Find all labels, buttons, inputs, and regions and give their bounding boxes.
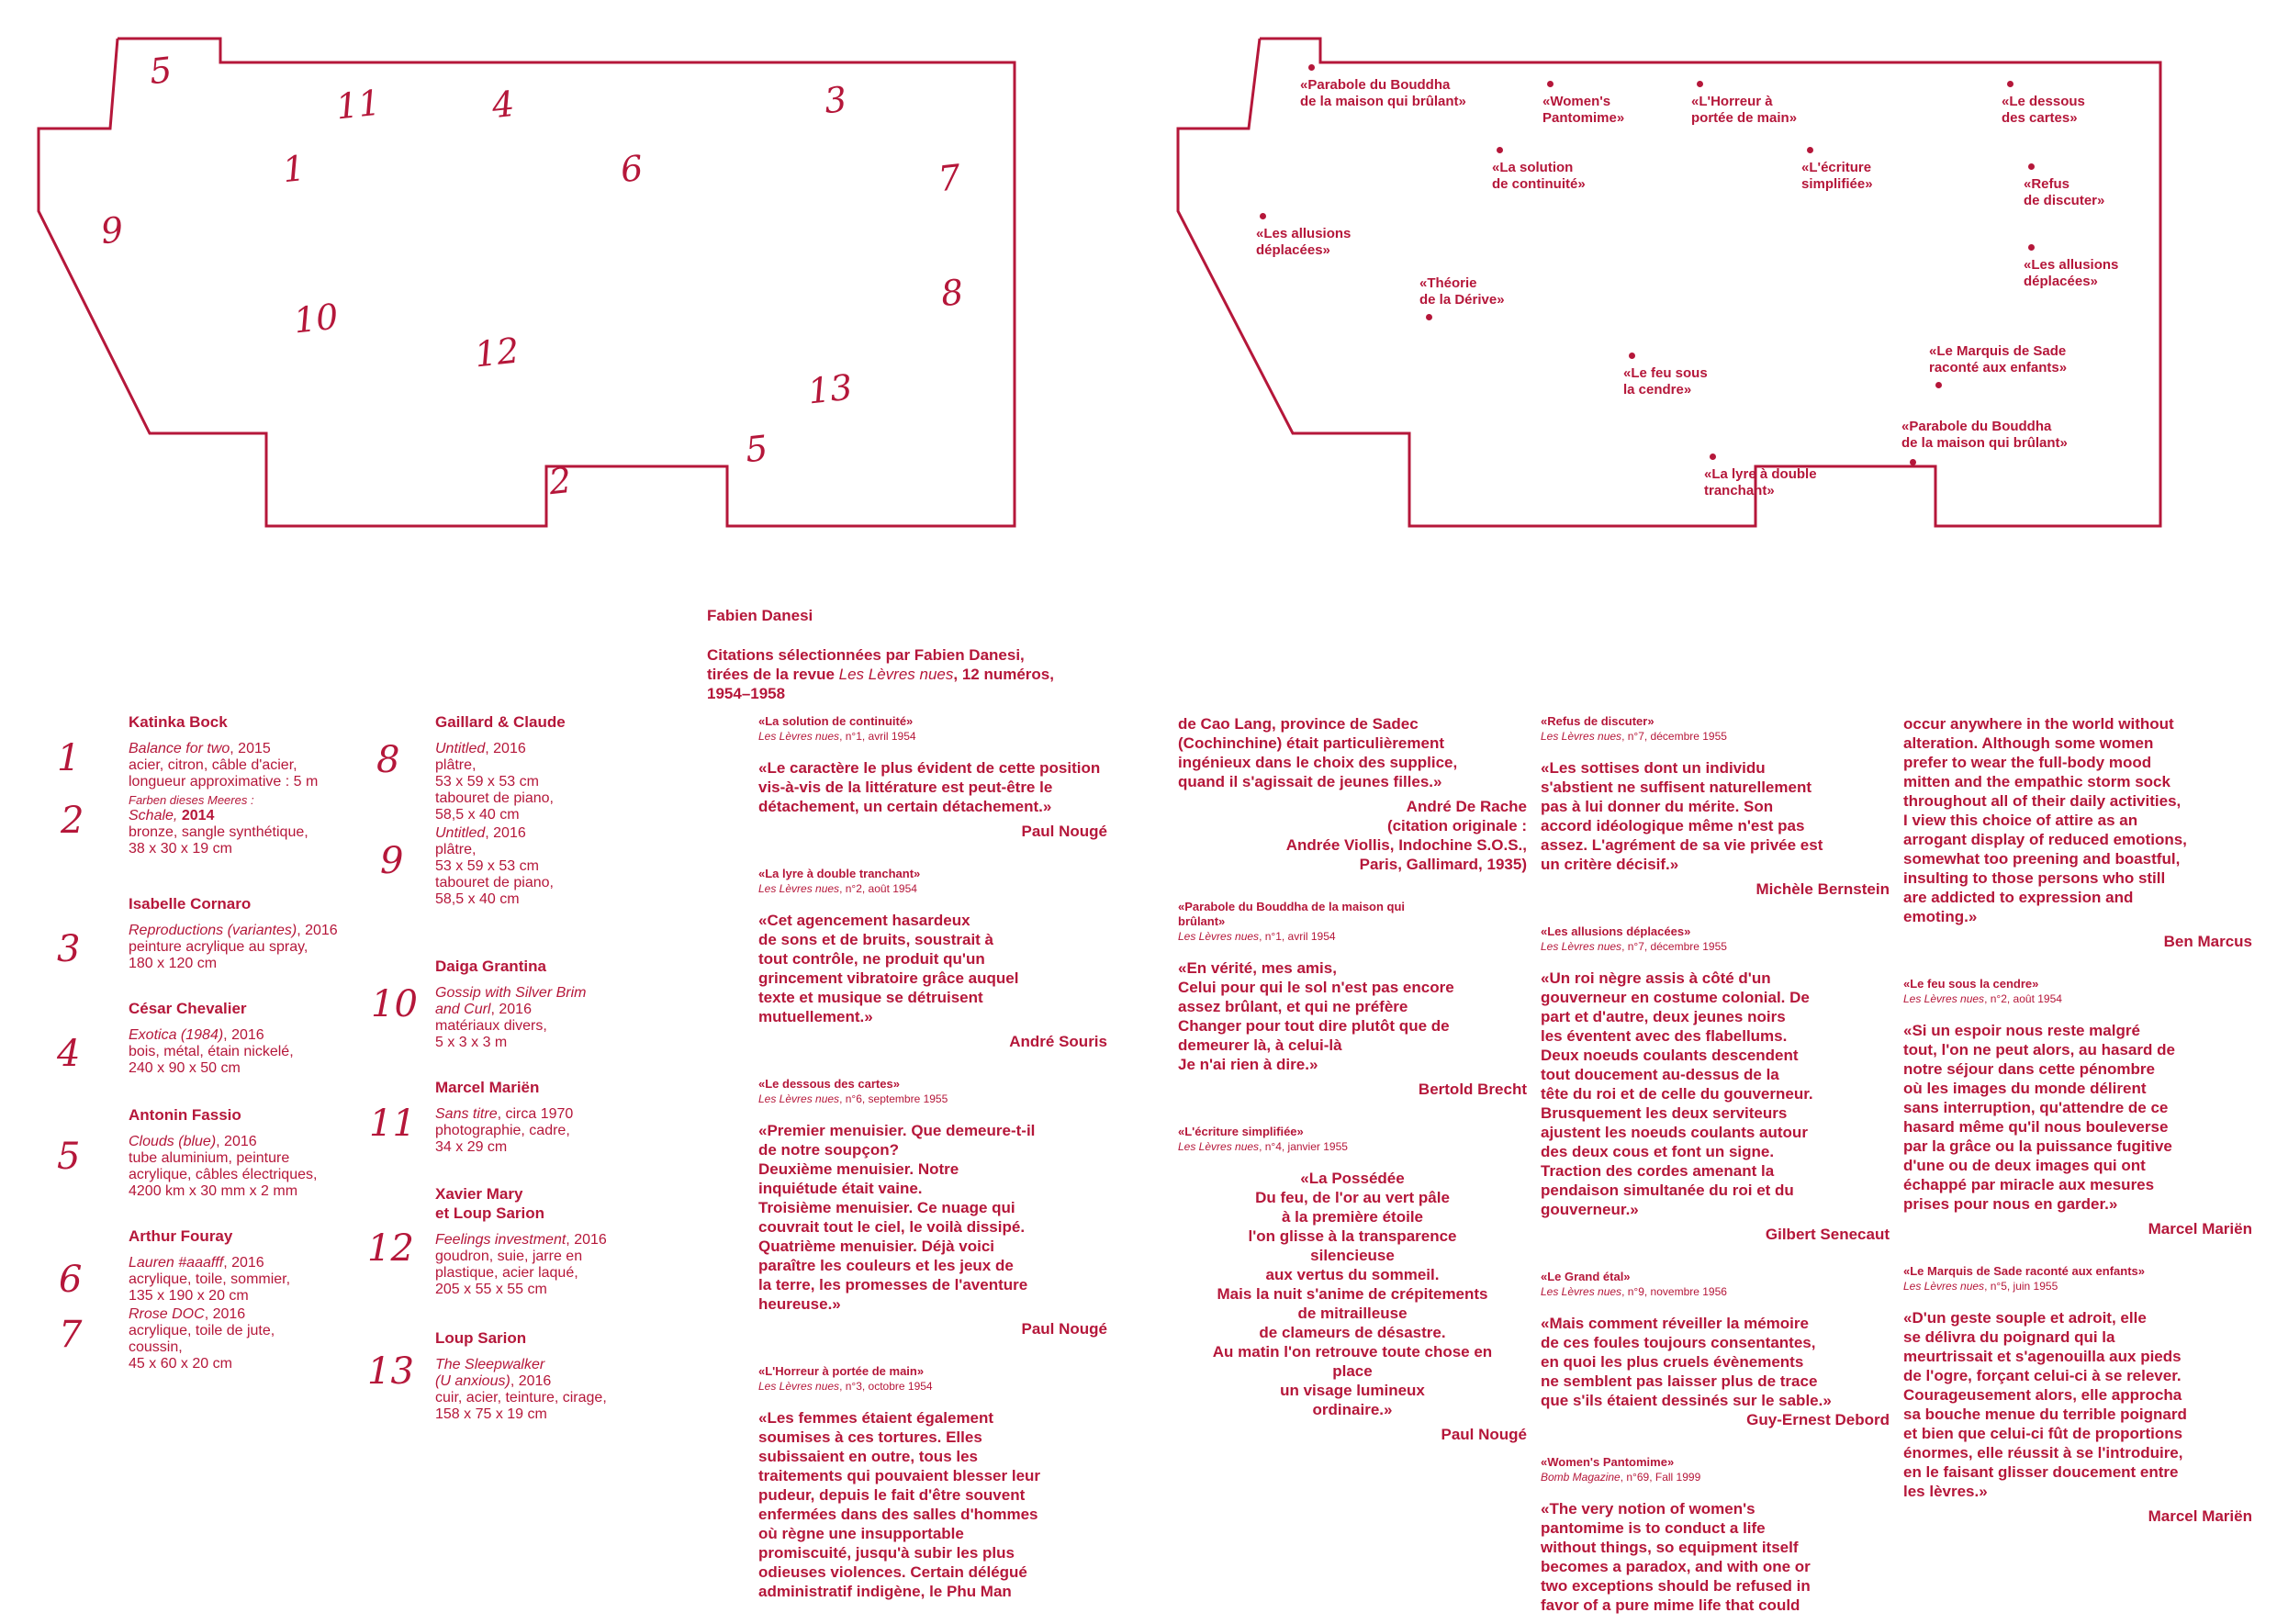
artwork-title	[129, 1134, 404, 1150]
artwork-detail: acrylique, câbles électriques,	[129, 1167, 318, 1182]
plan-number: 3	[822, 78, 849, 122]
artwork-number: 9	[380, 840, 404, 882]
artwork-detail: 135 x 190 x 20 cm	[129, 1288, 249, 1304]
artwork-title	[435, 985, 711, 1018]
artwork-detail: acrylique, toile, sommier,	[129, 1271, 291, 1287]
artwork-detail: 4200 km x 30 mm x 2 mm	[129, 1183, 298, 1199]
artwork	[129, 1306, 404, 1372]
artwork-title-text: Gossip with Silver Brim and Curl	[435, 985, 587, 1017]
artwork-detail: acrylique, toile de jute,	[129, 1323, 275, 1338]
quote-column	[1541, 714, 1890, 1624]
artwork-year: , 2016	[485, 825, 526, 841]
quote-block	[1178, 1125, 1527, 1444]
quote-title: «Women's Pantomime»	[1541, 1455, 1675, 1469]
artwork	[435, 985, 711, 1051]
quote-block	[758, 867, 1107, 1051]
artwork-detail: bronze, sangle synthétique,	[129, 824, 308, 840]
artwork-number: 10	[371, 983, 418, 1025]
artwork	[129, 1255, 404, 1305]
quote-text: «Cet agencement hasardeux de sons et de bruits, soustrait à tout contrôle, ne produit qu'un grincement vibratoire grâce auquel texte et musique se détruisent mutuellement.»	[758, 912, 1019, 1025]
quote-source-detail: , n°2, août 1954	[1984, 992, 2062, 1005]
header-line-1: Citations sélectionnées par Fabien Danesi,	[707, 646, 1025, 664]
quote-text: «En vérité, mes amis, Celui pour qui le sol n'est pas encore assez brûlant, et qui ne préfère Changer pour tout dire plutôt que de demeurer là, à celui-là Je n'ai rien à dire.»	[1178, 959, 1454, 1073]
quote-source: Les Lèvres nues, n°2, août 1954	[1903, 992, 2062, 1005]
artwork-detail: plastique, acier laqué,	[435, 1265, 578, 1281]
quote-source-detail: , n°2, août 1954	[839, 882, 917, 895]
artwork-detail: tabouret de piano,	[435, 875, 554, 890]
artwork-year: , 2016	[490, 1002, 532, 1017]
plan-number: 11	[333, 82, 383, 128]
artist-entry	[435, 1078, 711, 1158]
artwork-number: 2	[61, 800, 84, 842]
quote-title: «Le Grand étal»	[1541, 1270, 1631, 1283]
artwork-detail: tabouret de piano,	[435, 790, 554, 806]
plan-number: 2	[546, 459, 574, 503]
quote-block	[1903, 714, 2252, 951]
artist-entry	[129, 999, 404, 1079]
artwork-title	[129, 741, 404, 757]
plan-label: «Le dessous des cartes»	[2002, 94, 2085, 126]
quote-text: «Si un espoir nous reste malgré tout, l'on ne peut alors, au hasard de notre séjour dans cette pénombre où les images du monde délirent sans interruption, qu'attendre de ce hasard même qu'il nous bouleverse par la grâce ou la puissance fugitive d'une ou de deux images qui ont échappé par miracle aux mesures prises pour nous en garder.»	[1903, 1022, 2175, 1213]
artist-name: Loup Sarion	[435, 1329, 527, 1347]
quote-text: «D'un geste souple et adroit, elle se délivra du poignard qui la meurtrissait et s'agenouilla aux pieds de l'ogre, forçant celui-ci à se relever. Courageusement alors, elle approcha sa bouche menue du terrible poignard et bien que celui-ci fût de proportions énormes, elle réussit à se l'introduire, en le faisant glisser doucement entre les lèvres.»	[1903, 1309, 2187, 1500]
artwork-number: 8	[376, 739, 400, 781]
plan-dot	[1807, 147, 1813, 153]
quote-title: «L'Horreur à portée de main»	[758, 1364, 925, 1378]
artwork-subtitle: Farben dieses Meeres :	[129, 793, 254, 807]
artwork-year: , 2016	[223, 1027, 264, 1043]
quote-author: André De Rache (citation originale : Andrée Viollis, Indochine S.O.S., Paris, Gallimard, 1935)	[1285, 798, 1527, 873]
quote-source-detail: , n°5, juin 1955	[1984, 1280, 2058, 1293]
plan-dot	[2028, 244, 2035, 251]
artwork	[435, 1357, 711, 1423]
header-line-2: tirées de la revue Les Lèvres nues, 12 numéros,	[707, 666, 1054, 683]
quote-title: «Refus de discuter»	[1541, 714, 1654, 728]
quote-title: «La lyre à double tranchant»	[758, 867, 921, 880]
plan-label: «L'Horreur à portée de main»	[1691, 94, 1798, 126]
artwork-detail: peinture acrylique au spray,	[129, 939, 308, 955]
plan-label: «Les allusions déplacées»	[2024, 257, 2119, 289]
quote-block	[1178, 900, 1527, 1099]
quote-text: «Les sottises dont un individu s'abstient ne suffisent naturellement pas à lui donner du mérite. Son accord idéologique même n'est pas assez. L'agrément de sa vie privée est un critère décisif.»	[1541, 759, 1823, 873]
quote-source: Les Lèvres nues, n°1, avril 1954	[758, 730, 916, 743]
quote-column	[1178, 714, 1527, 1470]
artwork-year: , 2016	[297, 923, 338, 938]
artwork-title-text: Reproductions (variantes)	[129, 923, 297, 938]
artwork-number: 12	[367, 1227, 414, 1270]
artwork-detail: plâtre,	[435, 757, 477, 773]
plan-dot	[2028, 163, 2035, 170]
plan-number: 6	[618, 147, 645, 191]
artwork-detail: 34 x 29 cm	[435, 1139, 508, 1155]
artwork-detail: cuir, acier, teinture, cirage,	[435, 1390, 607, 1406]
artwork	[129, 741, 404, 790]
artwork	[129, 923, 404, 972]
artwork-detail: 53 x 59 x 53 cm	[435, 774, 539, 790]
plan-number: 13	[805, 366, 855, 412]
artwork-number: 6	[59, 1259, 83, 1301]
artist-name: Gaillard & Claude	[435, 713, 566, 731]
plan-label: «Le Marquis de Sade raconté aux enfants»	[1929, 343, 2068, 375]
quote-text: «La Possédée Du feu, de l'or au vert pâle à la première étoile l'on glisse à la transparence silencieuse aux vertus du sommeil. Mais la nuit s'anime de crépitements de mitrailleuse de clameurs de désastre. Au matin l'on retrouve toute chose en place un visage lumineux ordinaire.»	[1212, 1170, 1493, 1418]
plan-dot	[2007, 81, 2013, 87]
curator-name: Fabien Danesi	[707, 607, 813, 624]
artwork-title-text: Exotica (1984)	[129, 1027, 224, 1043]
artist-entry	[435, 1328, 711, 1425]
artwork-number: 13	[367, 1350, 414, 1393]
artwork-title-text: Feelings investment	[435, 1232, 566, 1248]
artist-entry	[129, 1105, 404, 1202]
quote-source-detail: , n°6, septembre 1955	[839, 1092, 948, 1105]
quote-block	[1541, 924, 1890, 1244]
artwork-title-text: Untitled	[435, 741, 486, 756]
artwork-detail: 53 x 59 x 53 cm	[435, 858, 539, 874]
quote-title: «Parabole du Bouddha de la maison qui brûlant»	[1178, 900, 1406, 928]
artwork-detail: 38 x 30 x 19 cm	[129, 841, 232, 857]
quote-source-detail: , n°4, janvier 1955	[1259, 1140, 1348, 1153]
quote-title: «Le dessous des cartes»	[758, 1077, 900, 1091]
artwork-detail: 58,5 x 40 cm	[435, 891, 520, 907]
quote-author: Guy-Ernest Debord	[1746, 1411, 1890, 1428]
quote-source: Les Lèvres nues, n°2, août 1954	[758, 882, 917, 895]
artwork-title	[129, 808, 404, 824]
quote-title: «Le Marquis de Sade raconté aux enfants»	[1903, 1264, 2145, 1278]
artwork	[129, 792, 404, 857]
artwork-year: , circa 1970	[497, 1106, 574, 1122]
artist-entry	[435, 1184, 711, 1300]
artwork-year: , 2016	[566, 1232, 607, 1248]
artist-entry	[129, 1226, 404, 1374]
artwork-year: , 2016	[223, 1255, 264, 1271]
plan-dot	[1629, 353, 1635, 359]
quotes-header	[707, 606, 1129, 703]
artist-name: Daiga Grantina	[435, 958, 546, 975]
artwork	[435, 825, 711, 908]
plan-number: 5	[743, 427, 770, 471]
artwork-year: , 2016	[216, 1134, 257, 1149]
artwork-year: , 2015	[230, 741, 271, 756]
plan-label: «La solution de continuité»	[1492, 160, 1586, 192]
artwork-number: 3	[57, 928, 81, 970]
quote-author: Bertold Brecht	[1418, 1081, 1527, 1098]
quote-author: Gilbert Senecaut	[1765, 1226, 1890, 1243]
left-floor-plan-outline	[39, 39, 1015, 526]
quote-author: Paul Nougé	[1021, 1320, 1107, 1338]
quote-source: Les Lèvres nues, n°9, novembre 1956	[1541, 1285, 1727, 1298]
artwork-title	[129, 1027, 404, 1044]
quote-source-detail: , n°3, octobre 1954	[839, 1380, 933, 1393]
quote-title: «La solution de continuité»	[758, 714, 914, 728]
artwork-detail: acier, citron, câble d'acier,	[129, 757, 297, 773]
artist-name: Arthur Fouray	[129, 1227, 233, 1245]
header-line-3: 1954–1958	[707, 685, 786, 702]
artwork-detail: photographie, cadre,	[435, 1123, 570, 1138]
quote-source-detail: , n°7, décembre 1955	[1621, 730, 1727, 743]
artwork-detail: matériaux divers,	[435, 1018, 547, 1034]
artwork-year: , 2016	[204, 1306, 246, 1322]
quote-block	[1903, 977, 2252, 1238]
artwork	[129, 1134, 404, 1200]
plan-dot	[1497, 147, 1503, 153]
plan-dot	[1697, 81, 1703, 87]
plan-label: «Théorie de la Dérive»	[1419, 275, 1505, 308]
artist-entry	[129, 894, 404, 974]
artist-name: Xavier Mary et Loup Sarion	[435, 1185, 544, 1222]
plan-dot	[1260, 213, 1266, 219]
plan-number: 9	[98, 208, 126, 252]
quote-source: Les Lèvres nues, n°7, décembre 1955	[1541, 940, 1727, 953]
artist-name: Katinka Bock	[129, 713, 228, 731]
plan-number: 8	[938, 271, 966, 315]
artist-name: Isabelle Cornaro	[129, 895, 252, 913]
artwork-year: , 2016	[510, 1373, 552, 1389]
artwork-title-text: Clouds (blue)	[129, 1134, 217, 1149]
plan-label: «Refus de discuter»	[2024, 176, 2105, 208]
artist-entry	[435, 957, 711, 1053]
quote-author: André Souris	[1009, 1033, 1107, 1050]
artist-name: Antonin Fassio	[129, 1106, 241, 1124]
artwork-title	[435, 1232, 711, 1249]
plan-label: «Parabole du Bouddha de la maison qui brûlant»	[1300, 77, 1466, 109]
artwork-number: 1	[57, 737, 81, 779]
artwork	[129, 1027, 404, 1077]
quote-title: «Les allusions déplacées»	[1541, 924, 1691, 938]
artwork-title	[435, 825, 711, 842]
quote-author: Marcel Mariën	[2148, 1507, 2252, 1525]
quote-source-detail: , n°69, Fall 1999	[1620, 1471, 1701, 1484]
quote-author: Ben Marcus	[2163, 933, 2252, 950]
quote-block	[1178, 714, 1527, 874]
plan-dot	[1910, 459, 1916, 465]
artwork-title	[129, 1255, 404, 1271]
plan-label: «Le feu sous la cendre»	[1623, 365, 1708, 398]
artwork-detail: 158 x 75 x 19 cm	[435, 1406, 547, 1422]
artwork-detail: plâtre,	[435, 842, 477, 857]
artwork-title	[129, 923, 404, 939]
plan-label: «L'écriture simplifiée»	[1801, 160, 1873, 192]
artwork-title	[435, 1357, 711, 1390]
quote-column	[1903, 714, 2252, 1551]
quote-block	[758, 1077, 1107, 1338]
artwork-detail: 180 x 120 cm	[129, 956, 218, 971]
quote-text: «Premier menuisier. Que demeure-t-il de notre soupçon? Deuxième menuisier. Notre inquiétude était vaine. Troisième menuisier. Ce nuage qui couvrait tout le ciel, le voilà dissipé. Quatrième menuisier. Déjà voici paraître les couleurs et les jeux de la terre, les promesses de l'aventure heureuse.»	[758, 1122, 1036, 1313]
artwork-title-text: Rrose DOC	[129, 1306, 205, 1322]
artwork-detail: 205 x 55 x 55 cm	[435, 1282, 547, 1297]
quote-text: occur anywhere in the world without alteration. Although some women prefer to wear the full-body mood mitten and the empathic storm sock throughout all of their daily activities, I view this choice of attire as an arrogant display of reduced emotions, somewhat too preening and boastful, insulting to those persons who still are addicted to expression and emoting.»	[1903, 715, 2187, 925]
artwork-title	[435, 741, 711, 757]
quote-source-detail: , n°1, avril 1954	[1259, 930, 1336, 943]
plan-label: «Women's Pantomime»	[1542, 94, 1625, 126]
plan-dot	[1308, 64, 1315, 71]
artwork	[435, 1106, 711, 1156]
artist-entry	[129, 712, 404, 859]
plan-number: 5	[147, 49, 174, 93]
quote-source: Les Lèvres nues, n°3, octobre 1954	[758, 1380, 933, 1393]
artwork-detail: 5 x 3 x 3 m	[435, 1035, 508, 1050]
quote-block	[1903, 1264, 2252, 1526]
quote-author: Paul Nougé	[1021, 823, 1107, 840]
artwork-detail: coussin,	[129, 1339, 183, 1355]
quote-block	[1541, 1270, 1890, 1429]
plan-dot	[1426, 314, 1432, 320]
quote-text: «Mais comment réveiller la mémoire de ces foules toujours consentantes, en quoi les plus cruels évènements ne semblent pas laisser plus de trace que s'ils étaient dessinés sur le sable.»	[1541, 1315, 1832, 1409]
quote-title: «Le feu sous la cendre»	[1903, 977, 2039, 991]
artwork-detail: goudron, suie, jarre en	[435, 1249, 583, 1264]
quote-source-detail: , n°1, avril 1954	[839, 730, 916, 743]
quote-block	[1541, 1455, 1890, 1615]
quote-text: «Le caractère le plus évident de cette position vis-à-vis de la littérature est peut-être le détachement, un certain détachement.»	[758, 759, 1101, 815]
artwork	[435, 741, 711, 823]
artwork-title-text: The Sleepwalker (U anxious)	[435, 1357, 545, 1389]
quote-text: «Les femmes étaient également soumises à ces tortures. Elles subissaient en outre, tous les traitements qui pouvaient blesser leur pudeur, depuis le fait d'être souvent enfermées dans des salles d'hommes où règne une insupportable promiscuité, jusqu'à subir les plus odieuses violences. Certain délégué administratif indigène, le Phu Man	[758, 1409, 1041, 1600]
artwork-title-text: Sans titre	[435, 1106, 498, 1122]
artwork	[435, 1232, 711, 1298]
artwork-detail: 240 x 90 x 50 cm	[129, 1060, 241, 1076]
artwork-detail: 58,5 x 40 cm	[435, 807, 520, 823]
artwork-year: 2014	[177, 808, 215, 823]
quote-title: «L'écriture simplifiée»	[1178, 1125, 1304, 1138]
artwork-year: , 2016	[485, 741, 526, 756]
artwork-number: 4	[57, 1033, 81, 1075]
quote-source: Les Lèvres nues, n°4, janvier 1955	[1178, 1140, 1348, 1153]
artist-name: Marcel Mariën	[435, 1079, 540, 1096]
quote-source: Les Lèvres nues, n°7, décembre 1955	[1541, 730, 1727, 743]
quote-author: Marcel Mariën	[2148, 1220, 2252, 1238]
artwork-number: 7	[59, 1314, 83, 1356]
artwork-title-text: Lauren #aaafff	[129, 1255, 224, 1271]
plan-label: «Parabole du Bouddha de la maison qui brûlant»	[1901, 419, 2068, 451]
artwork-detail: 45 x 60 x 20 cm	[129, 1356, 232, 1372]
plan-number: 12	[472, 330, 522, 375]
artwork-title	[435, 1106, 711, 1123]
quote-author: Michèle Bernstein	[1755, 880, 1890, 898]
plan-dot	[1710, 454, 1716, 460]
quote-source: Bomb Magazine, n°69, Fall 1999	[1541, 1471, 1701, 1484]
artwork-title	[129, 1306, 404, 1323]
quote-column	[758, 714, 1107, 1610]
artwork-number: 11	[369, 1103, 416, 1145]
artwork-title-text: Untitled	[435, 825, 486, 841]
quote-block	[758, 1364, 1107, 1601]
artwork-detail: bois, métal, étain nickelé,	[129, 1044, 294, 1059]
plan-label: «Les allusions déplacées»	[1256, 226, 1352, 258]
quote-block	[1541, 714, 1890, 899]
plan-dot	[1547, 81, 1554, 87]
quote-block	[758, 714, 1107, 841]
plan-number: 4	[489, 83, 517, 127]
plan-number: 1	[280, 147, 308, 191]
quote-text: de Cao Lang, province de Sadec (Cochinchine) était particulièrement ingénieux dans le choix des supplice, quand il s'agissait de jeunes filles.»	[1178, 715, 1458, 790]
plan-number: 7	[936, 156, 963, 200]
artist-entry	[435, 712, 711, 910]
quote-text: «Un roi nègre assis à côté d'un gouverneur en costume colonial. De part et d'autre, deux jeunes noirs les éventent avec des flabellums. Deux noeuds coulants descendent tout doucement au-dessus de la tête du roi et de celle du gouverneur. Brusquement les deux serviteurs ajustent les noeuds coulants autour des deux cous et font un signe. Traction des cordes amenant la pendaison simultanée du roi et du gouverneur.»	[1541, 969, 1813, 1218]
artwork-detail: tube aluminium, peinture	[129, 1150, 290, 1166]
quote-source-detail: , n°9, novembre 1956	[1621, 1285, 1727, 1298]
plan-number: 10	[291, 296, 341, 342]
quote-source: Les Lèvres nues, n°1, avril 1954	[1178, 930, 1336, 943]
quote-source: Les Lèvres nues, n°6, septembre 1955	[758, 1092, 948, 1105]
plan-label: «La lyre à double tranchant»	[1704, 466, 1817, 498]
artwork-detail: longueur approximative : 5 m	[129, 774, 319, 790]
quote-source-detail: , n°7, décembre 1955	[1621, 940, 1727, 953]
artist-name: César Chevalier	[129, 1000, 247, 1017]
quote-author: Paul Nougé	[1441, 1426, 1527, 1443]
quote-text: «The very notion of women's pantomime is to conduct a life without things, so equipment itself becomes a paradox, and with one or two exceptions should be refused in favor of a pure mime life that could	[1541, 1500, 1811, 1614]
artwork-number: 5	[57, 1136, 81, 1178]
artwork-title-text: Schale,	[129, 808, 178, 823]
plan-dot	[1935, 382, 1942, 388]
quote-source: Les Lèvres nues, n°5, juin 1955	[1903, 1280, 2058, 1293]
artwork-title-text: Balance for two	[129, 741, 230, 756]
